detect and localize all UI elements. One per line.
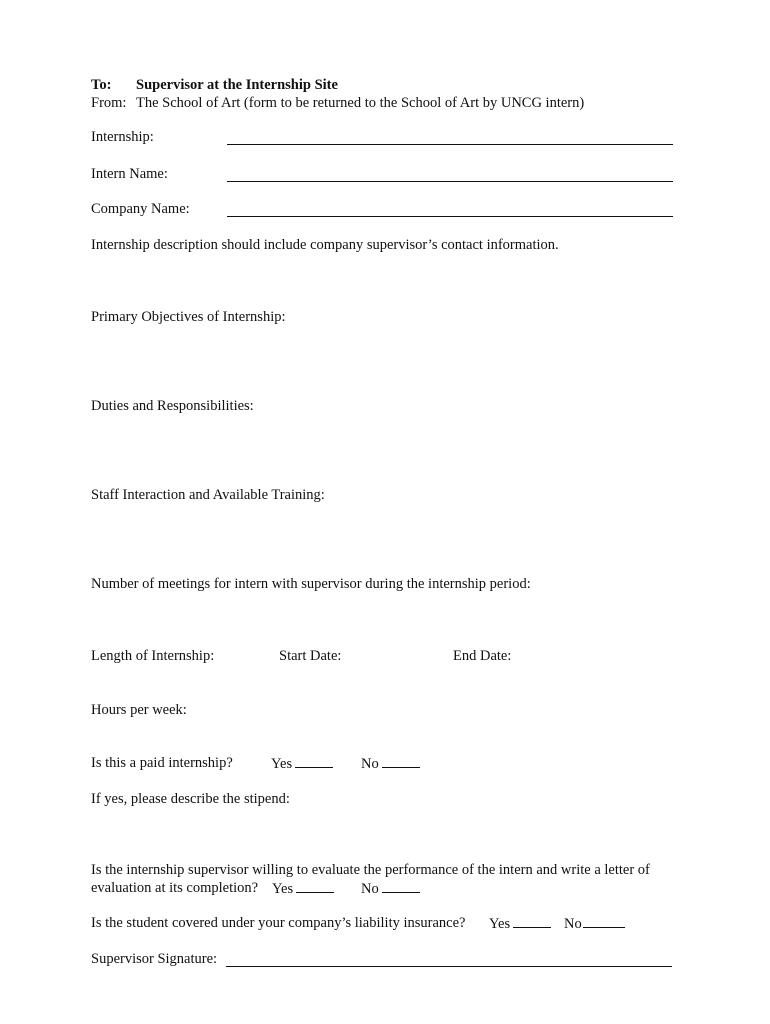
evaluate-no-option[interactable] [361, 879, 420, 898]
paid-no-option[interactable] [361, 754, 420, 773]
company-name-field[interactable] [91, 201, 673, 221]
signature-underline[interactable] [226, 966, 672, 967]
length-label: Length of Internship: [91, 648, 215, 664]
from-label: From: [91, 95, 127, 111]
evaluate-yes-blank[interactable] [296, 879, 334, 893]
evaluate-no-blank[interactable] [382, 879, 420, 893]
evaluate-no-label: No [361, 881, 379, 897]
duties-label: Duties and Responsibilities: [91, 398, 254, 414]
paid-yes-option[interactable] [271, 754, 333, 773]
paid-yes-label: Yes [271, 756, 293, 772]
company-name-underline[interactable] [227, 216, 673, 217]
internship-underline[interactable] [227, 144, 673, 145]
end-date-label: End Date: [453, 648, 512, 664]
paid-no-label: No [361, 756, 379, 772]
liability-no-label: No [564, 916, 582, 932]
stipend-label: If yes, please describe the stipend: [91, 791, 290, 807]
liability-no-blank[interactable] [583, 914, 625, 928]
memo-to-line [91, 76, 338, 94]
evaluate-question-line1: Is the internship supervisor willing to evaluate the performance of the intern and write a letter of [91, 862, 650, 878]
liability-yes-blank[interactable] [513, 914, 551, 928]
intern-name-underline[interactable] [227, 181, 673, 182]
evaluate-question-line2: evaluation at its completion? [91, 880, 259, 896]
company-name-label: Company Name: [91, 201, 190, 217]
to-label: To: [91, 77, 112, 93]
liability-no-option[interactable] [564, 914, 625, 933]
liability-yes-option[interactable] [489, 914, 551, 933]
start-date-label: Start Date: [279, 648, 342, 664]
internship-field[interactable] [91, 129, 673, 149]
meetings-label: Number of meetings for intern with supervisor during the internship period: [91, 576, 531, 592]
staff-interaction-label: Staff Interaction and Available Training: [91, 487, 325, 503]
intern-name-label: Intern Name: [91, 166, 168, 182]
memo-from-line [91, 94, 584, 112]
paid-no-blank[interactable] [382, 754, 420, 768]
liability-question: Is the student covered under your company’s liability insurance? [91, 915, 466, 931]
to-value: Supervisor at the Internship Site [136, 77, 338, 93]
paid-yes-blank[interactable] [295, 754, 333, 768]
description-note: Internship description should include company supervisor’s contact information. [91, 237, 559, 253]
liability-yes-label: Yes [489, 916, 511, 932]
signature-label: Supervisor Signature: [91, 951, 218, 967]
from-value: The School of Art (form to be returned to the School of Art by UNCG intern) [136, 95, 585, 111]
paid-question: Is this a paid internship? [91, 755, 233, 771]
evaluate-yes-option[interactable] [272, 879, 334, 898]
hours-label: Hours per week: [91, 702, 187, 718]
internship-label: Internship: [91, 129, 154, 145]
primary-objectives-label: Primary Objectives of Internship: [91, 309, 286, 325]
evaluate-yes-label: Yes [272, 881, 294, 897]
intern-name-field[interactable] [91, 166, 673, 186]
